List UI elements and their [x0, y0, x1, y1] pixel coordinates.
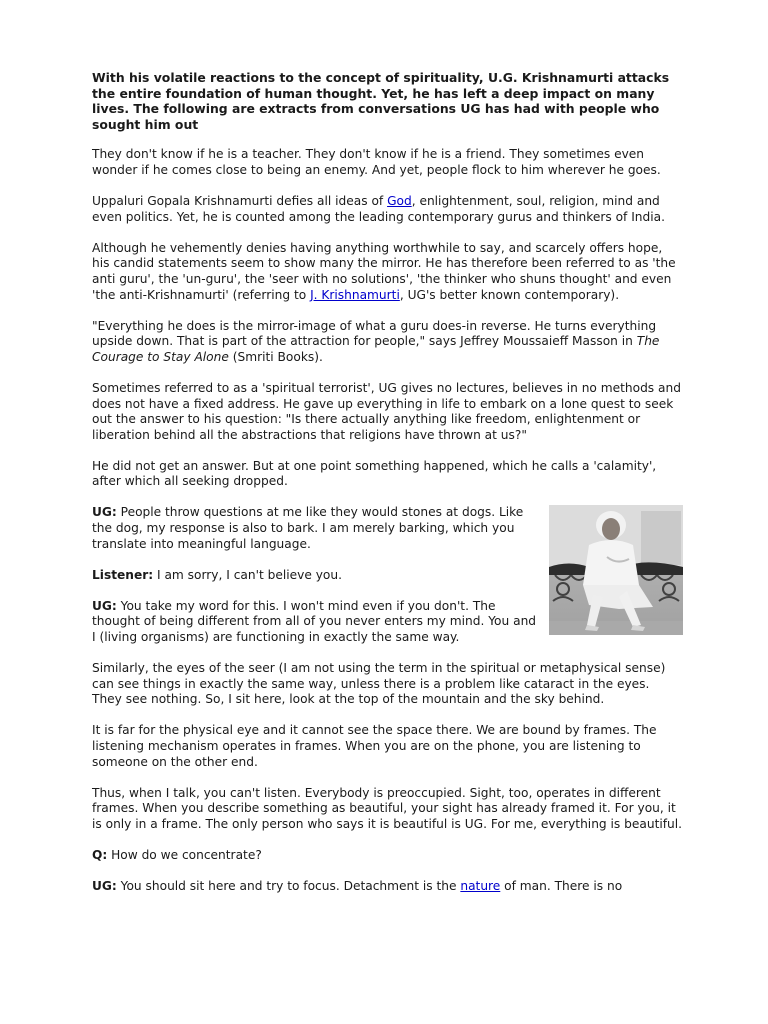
article-intro: With his volatile reactions to the concept of spirituality, U.G. Krishnamurti attacks the entire foundation of human thought. Yet, he has left a deep impact on many lives. The following are extracts from conversations UG has had with people who sought him out — [92, 70, 670, 132]
speaker-label: Q: — [92, 847, 108, 862]
paragraph-3-text-b: , UG's better known contemporary). — [399, 287, 620, 302]
paragraph-9: Thus, when I talk, you can't listen. Everybody is preoccupied. Sight, too, operates in different frames. When you describe something as beautiful, your sight has already framed it. For you, it is only in a frame. The only person who says it is beautiful is UG. For me, everything is beautiful. — [92, 785, 683, 831]
dialogue-question-1-text: How do we concentrate? — [107, 847, 262, 862]
dialogue-ug-1-text: People throw questions at me like they would stones at dogs. Like the dog, my response is also to bark. I am merely barking, which you translate into meaningful language. — [92, 505, 524, 551]
dialogue-ug-3-text-b: of man. There is no — [500, 879, 623, 894]
paragraph-4-text-b: (Smriti Books). — [228, 349, 323, 364]
paragraph-2-text-a: Uppaluri Gopala Krishnamurti defies all ideas of — [92, 194, 388, 209]
paragraph-5: Sometimes referred to as a 'spiritual terrorist', UG gives no lectures, believes in no methods and does not have a fixed address. He gave up everything in life to embark on a lone quest to seek out the answer to his question: "Is there actually anything like freedom, enlightenment or liberation behind all the abstractions that religions have thrown at us?" — [92, 380, 681, 442]
paragraph-3-text-a: Although he vehemently denies having anything worthwhile to say, and scarcely offers hope, his candid statements seem to show many the mirror. He has therefore been referred to as 'the anti guru', the 'un-guru', the 'seer with no solutions', 'the thinker who shuns thought' and even 'the anti-Krishnamurti' (referring to — [92, 240, 676, 302]
paragraph-2 — [92, 194, 682, 225]
speaker-label: Listener: — [92, 567, 154, 582]
ug-portrait-photo — [549, 505, 683, 635]
paragraph-4 — [92, 319, 682, 366]
dialogue-ug-3-text-a: You should sit here and try to focus. Detachment is the — [116, 879, 461, 894]
paragraph-3 — [92, 241, 682, 303]
god-link[interactable]: God — [387, 194, 412, 209]
paragraph-7: Similarly, the eyes of the seer (I am not using the term in the spiritual or metaphysical sense) can see things in exactly the same way, unless there is a problem like cataract in the eyes. They see nothing. So, I sit here, look at the top of the mountain and the sky behind. — [92, 661, 666, 707]
dialogue-ug-2-text: You take my word for this. I won't mind even if you don't. The thought of being different from all of you never enters my mind. You and I (living organisms) are functioning in exactly the same way. — [92, 598, 537, 645]
j-krishnamurti-link[interactable]: J. Krishnamurti — [310, 287, 400, 302]
speaker-label: UG: — [92, 879, 117, 894]
dialogue-listener-1-text: I am sorry, I can't believe you. — [153, 567, 342, 582]
paragraph-8: It is far for the physical eye and it cannot see the space there. We are bound by frames. The listening mechanism operates in frames. When you are on the phone, you are listening to someone on the other end. — [92, 723, 657, 769]
paragraph-4-text-a: "Everything he does is the mirror-image of what a guru does-in reverse. He turns everything upside down. That is part of the attraction for people," says Jeffrey Moussaieff Masson in — [92, 318, 657, 349]
paragraph-2-text-b: , enlightenment, soul, religion, mind and even politics. Yet, he is counted among the leading contemporary gurus and thinkers of India. — [92, 194, 665, 224]
dialogue-question-1 — [92, 848, 682, 864]
nature-link[interactable]: nature — [460, 879, 501, 894]
paragraph-1: They don't know if he is a teacher. They don't know if he is a friend. They sometimes even wonder if he comes close to being an enemy. And yet, people flock to him wherever he goes. — [92, 147, 661, 177]
book-title: The Courage to Stay Alone — [92, 334, 660, 364]
speaker-label: UG: — [92, 505, 117, 520]
paragraph-6: He did not get an answer. But at one point something happened, which he calls a 'calamity', after which all seeking dropped. — [92, 458, 657, 489]
speaker-label: UG: — [92, 598, 117, 613]
dialogue-ug-3 — [92, 879, 682, 895]
